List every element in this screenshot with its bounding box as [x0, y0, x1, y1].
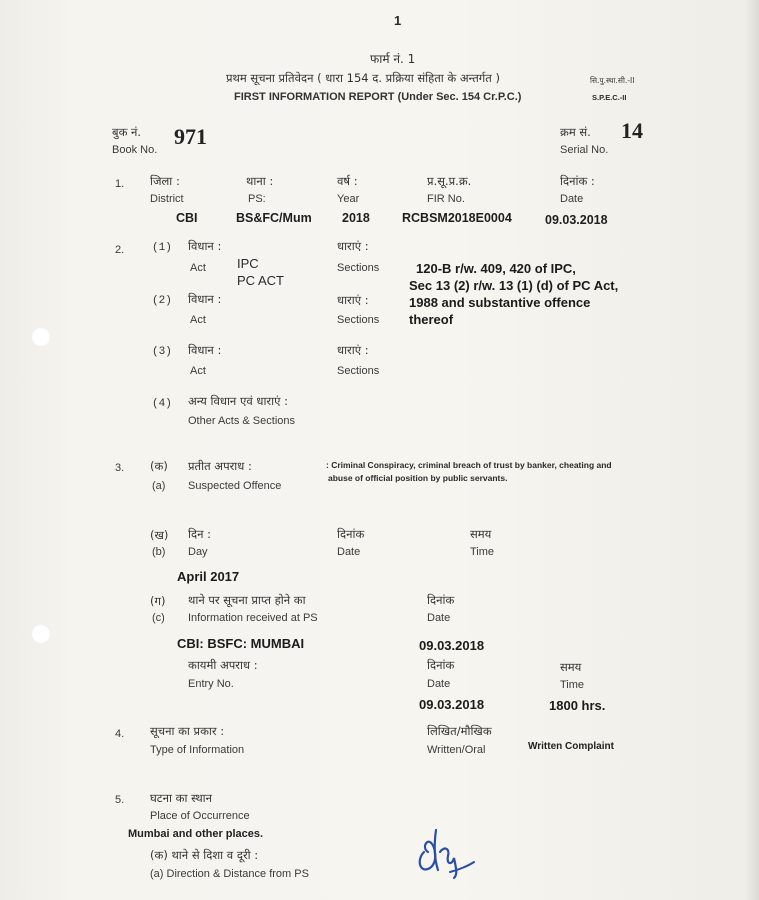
row2-number: 2.	[115, 244, 125, 256]
act2-index: (2)	[152, 295, 172, 307]
info-received-index-hindi: (ग)	[150, 594, 166, 608]
place-label-english: Place of Occurrence	[150, 810, 250, 822]
entry-date-label-hindi: दिनांक	[427, 658, 455, 672]
act2-label-english: Act	[190, 314, 206, 326]
info-type-label-english: Type of Information	[150, 744, 245, 756]
district-value: CBI	[176, 211, 198, 225]
info-received-label-hindi: थाने पर सूचना प्राप्त होने का	[188, 593, 306, 607]
info-type-label-hindi: सूचना का प्रकार :	[150, 724, 225, 738]
row5-number: 5.	[115, 794, 125, 806]
act1-label-english: Act	[190, 262, 206, 274]
day-label-english: Day	[188, 546, 208, 558]
info-received-index-english: (c)	[152, 612, 165, 624]
book-label-hindi: बुक नं.	[112, 125, 142, 139]
act3-label-hindi: विधान :	[188, 343, 222, 357]
entry-time-label-hindi: समय	[560, 660, 582, 674]
row4-number: 4.	[115, 728, 125, 740]
act1-value: IPC	[237, 256, 259, 271]
sections3-label-english: Sections	[337, 365, 380, 377]
ps-label-english: PS:	[248, 193, 266, 205]
suspected-index-english: (a)	[152, 480, 166, 492]
serial-number: 14	[621, 118, 643, 143]
received-date-label-hindi: दिनांक	[427, 593, 455, 607]
page-edge-shadow	[745, 0, 759, 900]
signature-mark	[410, 822, 482, 882]
corner-code-hindi: सि.पु.स्था.सी.-II	[590, 76, 635, 85]
fir-label-hindi: प्र.सू.प्र.क्र.	[427, 174, 472, 188]
occurrence-period-value: April 2017	[177, 569, 240, 584]
entry-date-label-english: Date	[427, 678, 451, 690]
occurrence-date-label-english: Date	[337, 546, 361, 558]
punch-hole-bottom	[31, 624, 51, 644]
entry-time-value: 1800 hrs.	[549, 698, 606, 713]
act1-index: (1)	[152, 242, 172, 254]
sections2-label-english: Sections	[337, 314, 380, 326]
date-label-hindi: दिनांक :	[560, 174, 595, 188]
direction-label-english: (a) Direction & Distance from PS	[150, 868, 309, 880]
day-index-hindi: (ख)	[150, 528, 169, 542]
ps-value: BS&FC/Mum	[236, 211, 312, 225]
info-type-value: Written Complaint	[528, 741, 614, 752]
place-label-hindi: घटना का स्थान	[150, 791, 213, 805]
book-number: 971	[174, 124, 207, 149]
police-station-value: CBI: BSFC: MUMBAI	[177, 636, 305, 651]
district-label-english: District	[150, 193, 184, 205]
fir-date-value: 09.03.2018	[545, 213, 608, 227]
page-number: 1	[394, 13, 402, 28]
year-label-english: Year	[337, 193, 360, 205]
suspected-label-english: Suspected Offence	[188, 480, 282, 492]
entry-time-label-english: Time	[560, 679, 585, 691]
place-value: Mumbai and other places.	[128, 828, 264, 840]
act2-value: PC ACT	[237, 273, 284, 288]
sections-line-4: thereof	[409, 312, 454, 327]
year-value: 2018	[342, 211, 370, 225]
offence-line-2: abuse of official position by public servants.	[328, 473, 508, 483]
row3-number: 3.	[115, 462, 125, 474]
year-label-hindi: वर्ष :	[337, 174, 358, 188]
sections-line-3: 1988 and substantive offence	[409, 295, 591, 310]
entry-label-english: Entry No.	[188, 678, 234, 690]
title-hindi: प्रथम सूचना प्रतिवेदन ( धारा 154 द. प्रक्रिया संहिता के अन्तर्गत )	[226, 71, 500, 85]
direction-label-hindi: (क) थाने से दिशा व दूरी :	[150, 848, 259, 862]
serial-label-hindi: क्रम सं.	[560, 125, 591, 139]
info-received-label-english: Information received at PS	[188, 612, 318, 624]
sections2-label-hindi: धाराएं :	[337, 293, 369, 307]
day-index-english: (b)	[152, 546, 166, 558]
occurrence-time-label-english: Time	[470, 546, 495, 558]
occurrence-date-label-hindi: दिनांक	[337, 527, 365, 541]
sections-line-2: Sec 13 (2) r/w. 13 (1) (d) of PC Act,	[409, 278, 619, 293]
act1-label-hindi: विधान :	[188, 239, 222, 253]
mode-label-english: Written/Oral	[427, 744, 486, 756]
offence-line-1: : Criminal Conspiracy, criminal breach of trust by banker, cheating and	[326, 460, 612, 470]
received-date-value: 09.03.2018	[419, 638, 485, 653]
suspected-label-hindi: प्रतीत अपराध :	[188, 459, 252, 473]
book-label-english: Book No.	[112, 144, 158, 156]
act3-label-english: Act	[190, 365, 206, 377]
other-acts-index: (4)	[152, 398, 172, 410]
row1-number: 1.	[115, 178, 125, 190]
act2-label-hindi: विधान :	[188, 292, 222, 306]
title-english: FIRST INFORMATION REPORT (Under Sec. 154 Cr.P.C.)	[234, 91, 522, 103]
act3-index: (3)	[152, 346, 172, 358]
punch-hole-top	[31, 327, 51, 347]
entry-label-hindi: कायमी अपराध :	[188, 658, 258, 672]
ps-label-hindi: थाना :	[246, 174, 274, 188]
other-acts-label-hindi: अन्य विधान एवं धाराएं :	[188, 394, 288, 408]
serial-label-english: Serial No.	[560, 144, 609, 156]
sections1-label-hindi: धाराएं :	[337, 239, 369, 253]
sections-line-1: 120-B r/w. 409, 420 of IPC,	[416, 261, 576, 276]
day-label-hindi: दिन :	[188, 527, 211, 541]
fir-label-english: FIR No.	[427, 193, 465, 205]
date-label-english: Date	[560, 193, 584, 205]
corner-code-english: S.P.E.C.-II	[592, 93, 627, 102]
district-label-hindi: जिला :	[150, 174, 180, 188]
fir-number-value: RCBSM2018E0004	[402, 211, 512, 225]
other-acts-label-english: Other Acts & Sections	[188, 415, 295, 427]
occurrence-time-label-hindi: समय	[470, 527, 492, 541]
sections1-label-english: Sections	[337, 262, 380, 274]
entry-date-value: 09.03.2018	[419, 697, 485, 712]
form-number-hindi: फार्म नं. 1	[370, 52, 416, 66]
sections3-label-hindi: धाराएं :	[337, 343, 369, 357]
received-date-label-english: Date	[427, 612, 451, 624]
mode-label-hindi: लिखित/मौखिक	[427, 724, 492, 738]
suspected-index-hindi: (क)	[150, 459, 168, 473]
